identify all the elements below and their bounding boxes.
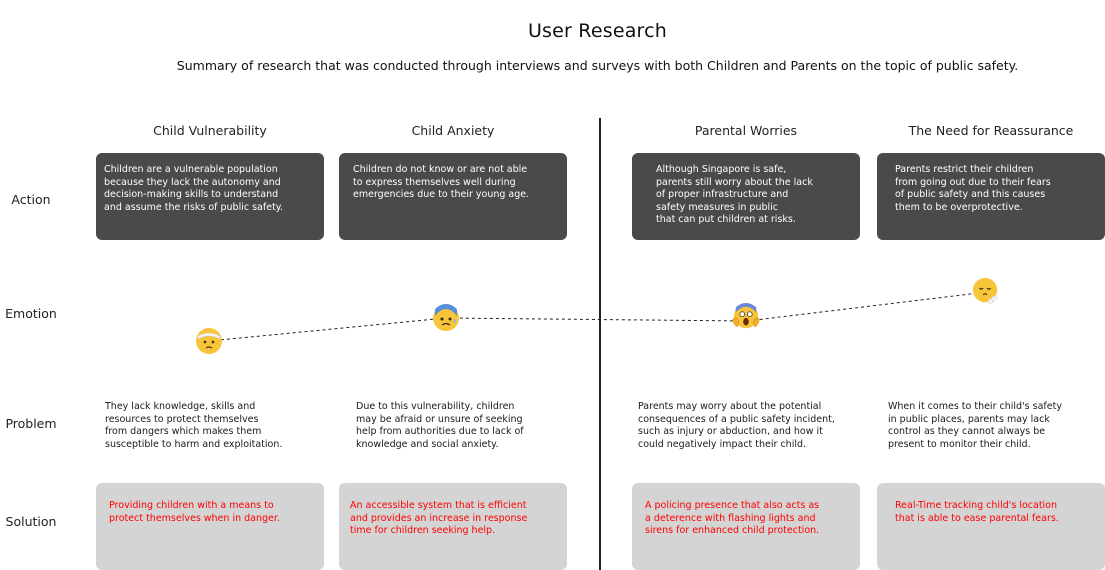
row-label-problem: Problem bbox=[5, 416, 57, 431]
bandaged-face-icon bbox=[195, 327, 223, 355]
row-label-emotion: Emotion bbox=[5, 306, 57, 321]
action-card-child-vulnerability bbox=[96, 153, 324, 240]
solution-text: Providing children with a means to protect themselves when in danger. bbox=[109, 500, 280, 524]
action-text: Parents restrict their children from going out due to their fears of public safety and this causes them to be overprotective. bbox=[895, 164, 1051, 213]
column-heading-need-for-reassurance: The Need for Reassurance bbox=[908, 123, 1074, 138]
page-subtitle: Summary of research that was conducted through interviews and surveys with both Children and Parents on the topic of public safety. bbox=[176, 58, 1019, 73]
column-heading-child-anxiety: Child Anxiety bbox=[411, 123, 495, 138]
action-text: Although Singapore is safe, parents still worry about the lack of proper infrastructure and safety measures in public that can put children at risks. bbox=[656, 164, 813, 225]
solution-card-child-anxiety bbox=[339, 483, 567, 570]
problem-text-child-vulnerability: They lack knowledge, skills and resources to protect themselves from dangers which makes them susceptible to harm and exploitation. bbox=[105, 401, 283, 450]
column-heading-child-vulnerability: Child Vulnerability bbox=[153, 123, 267, 138]
action-card-need-for-reassurance bbox=[877, 153, 1105, 240]
solution-text: A policing presence that also acts as a deterence with flashing lights and sirens for enhanced child protection. bbox=[645, 500, 820, 536]
action-text: Children are a vulnerable population because they lack the autonomy and decision-making skills to understand and assume the risks of public safety. bbox=[104, 164, 284, 213]
column-heading-parental-worries: Parental Worries bbox=[694, 123, 798, 138]
anxious-sweat-face-icon bbox=[432, 304, 460, 332]
problem-text-need-for-reassurance: When it comes to their child's safety in public places, parents may lack control as they cannot always be present to monitor their child. bbox=[888, 401, 1062, 450]
solution-text: An accessible system that is efficient and provides an increase in response time for children seeking help. bbox=[350, 500, 528, 536]
action-card-parental-worries bbox=[632, 153, 860, 240]
column-divider bbox=[599, 118, 601, 570]
exhaling-face-icon bbox=[972, 277, 1000, 305]
row-label-solution: Solution bbox=[5, 514, 57, 529]
solution-card-need-for-reassurance bbox=[877, 483, 1105, 570]
action-card-child-anxiety bbox=[339, 153, 567, 240]
solution-text: Real-Time tracking child's location that is able to ease parental fears. bbox=[895, 500, 1059, 524]
solution-card-child-vulnerability bbox=[96, 483, 324, 570]
action-text: Children do not know or are not able to express themselves well during emergencies due to their young age. bbox=[353, 164, 530, 200]
screaming-face-icon bbox=[732, 303, 760, 331]
page-title: User Research bbox=[527, 20, 668, 42]
row-label-action: Action bbox=[11, 192, 51, 207]
problem-text-child-anxiety: Due to this vulnerability, children may be afraid or unsure of seeking help from authorities due to lack of knowledge and social anxiety. bbox=[356, 401, 524, 450]
problem-text-parental-worries: Parents may worry about the potential consequences of a public safety incident, such as injury or abduction, and how it could negatively impact their child. bbox=[638, 401, 835, 450]
solution-card-parental-worries bbox=[632, 483, 860, 570]
